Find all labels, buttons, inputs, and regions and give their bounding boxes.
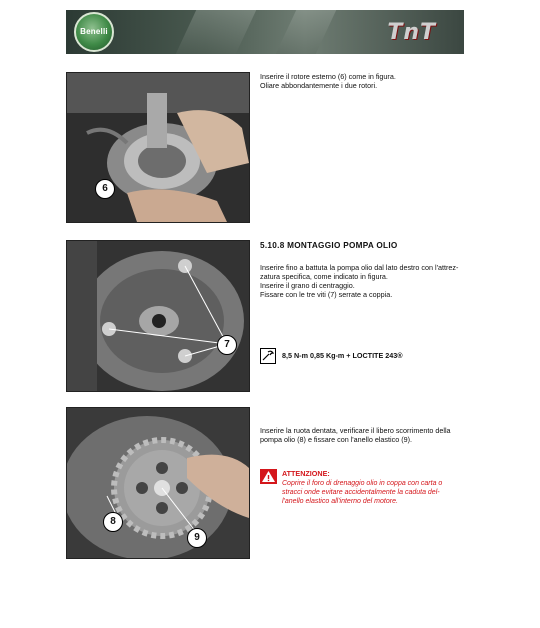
torque-wrench-icon bbox=[260, 348, 276, 364]
text-line: pompa olio (8) e fissare con l'anello elastico (9). bbox=[260, 435, 412, 444]
banner-decoration bbox=[276, 10, 337, 54]
instruction-text-3 bbox=[260, 426, 465, 444]
brand-logo bbox=[74, 12, 114, 52]
warning-triangle-icon bbox=[260, 469, 277, 484]
photo-oil-pump-illustration bbox=[67, 241, 249, 391]
text-line: l'anello elastico all'interno del motore. bbox=[282, 498, 398, 505]
text-line: Fissare con le tre viti (7) serrate a coppia. bbox=[260, 290, 393, 299]
text-line: Inserire la ruota dentata, verificare il libero scorrimento della bbox=[260, 426, 451, 435]
instruction-text-2 bbox=[260, 263, 465, 299]
section-title: 5.10.8 MONTAGGIO POMPA OLIO bbox=[260, 241, 398, 250]
text-line: Coprire il foro di drenaggio olio in coppa con carta o bbox=[282, 480, 443, 487]
photo-gear-illustration bbox=[67, 408, 249, 558]
photo-rotor bbox=[66, 72, 250, 223]
torque-spec bbox=[260, 348, 403, 364]
warning-title: ATTENZIONE: bbox=[282, 469, 330, 478]
callout-8: 8 bbox=[103, 512, 123, 532]
text-line: Inserire il rotore esterno (6) come in figura. bbox=[260, 72, 396, 81]
text-line: stracci onde evitare accidentalmente la caduta del- bbox=[282, 489, 440, 496]
photo-gear bbox=[66, 407, 250, 559]
text-line: Oliare abbondantemente i due rotori. bbox=[260, 81, 378, 90]
logo-text: Benelli bbox=[80, 27, 108, 36]
warning-text bbox=[282, 479, 464, 506]
instruction-text-1 bbox=[260, 72, 465, 90]
banner-decoration bbox=[176, 10, 257, 54]
callout-6: 6 bbox=[95, 179, 115, 199]
header-banner bbox=[66, 10, 464, 54]
callout-7: 7 bbox=[217, 335, 237, 355]
model-logo: TnT bbox=[387, 20, 436, 45]
text-line: Inserire il grano di centraggio. bbox=[260, 281, 355, 290]
torque-value: 8,5 N-m 0,85 Kg-m + LOCTITE 243® bbox=[282, 350, 403, 360]
text-line: zatura specifica, come indicato in figura. bbox=[260, 272, 388, 281]
photo-oil-pump bbox=[66, 240, 250, 392]
photo-rotor-illustration bbox=[67, 73, 249, 222]
text-line: Inserire fino a battuta la pompa olio dal lato destro con l'attrez- bbox=[260, 263, 459, 272]
callout-9: 9 bbox=[187, 528, 207, 548]
